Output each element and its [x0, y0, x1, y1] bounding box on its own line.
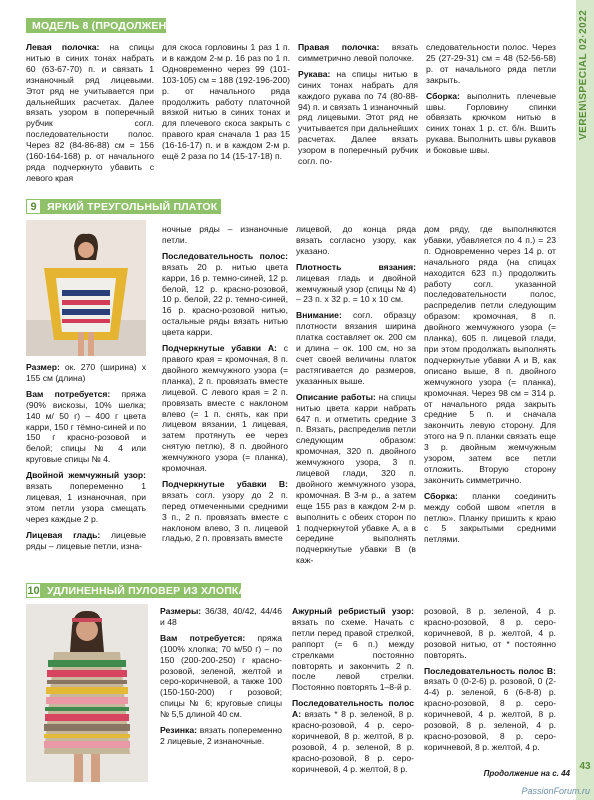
paragraph	[162, 343, 288, 474]
paragraph	[292, 606, 414, 693]
paragraph-heading: Левая полочка:	[26, 42, 100, 52]
paragraph-heading: Резинка:	[160, 725, 197, 736]
watermark: PassionForum.ru	[521, 786, 590, 796]
paragraph	[298, 42, 418, 64]
paragraph-heading: Последовательность полос:	[162, 250, 288, 261]
section-10-number: 10	[27, 584, 40, 597]
paragraph-text: вязать попеременно 1 лицевая, 1 изнаночная, при этом петли узора смещать через каждые 2 р.	[26, 481, 146, 524]
continued-note: Продолжение на с. 44	[483, 769, 570, 778]
section-8-col-3	[298, 42, 418, 172]
paragraph	[160, 606, 282, 628]
section-9-col-1	[26, 362, 146, 557]
paragraph	[296, 310, 416, 386]
shawl-model-image	[26, 220, 146, 356]
paragraph	[26, 362, 146, 384]
paragraph-heading: Двойной жемчужный узор:	[26, 470, 146, 481]
paragraph	[296, 224, 416, 257]
paragraph	[424, 224, 556, 486]
pullover-stripes	[44, 652, 130, 754]
paragraph-heading: Вам потребуется:	[26, 388, 111, 399]
paragraph-heading: Плотность вязания:	[296, 261, 416, 272]
section-8-header	[26, 18, 186, 33]
paragraph-heading: Рукава:	[298, 68, 331, 79]
paragraph-text: лицевая гладь и двойной жемчужный узор (спицы № 4) – 23 п. x 32 р. = 10 x 10 см.	[296, 272, 416, 305]
paragraph	[296, 392, 416, 567]
paragraph-text: согл. образцу плотности вязания ширина платка составляет ок. 200 см и длина – ок. 100 см, но за счет своей величины платок растягивается до размеров, указанных выше.	[296, 310, 416, 386]
paragraph-heading: Подчеркнутые убавки В:	[162, 478, 288, 489]
paragraph-text: ок. 270 (ширина) x 155 см (длина)	[26, 362, 146, 383]
section-8-col-2	[162, 42, 290, 167]
section-8-col-4	[426, 42, 556, 161]
paragraph-heading: Лицевая гладь:	[26, 529, 101, 540]
section-9-col-3	[296, 224, 416, 571]
paragraph-text: вязать симметрично левой полочке.	[298, 42, 418, 63]
section-9-col-2	[162, 224, 288, 549]
paragraph	[162, 224, 288, 246]
paragraph-text: дом ряду, где выполняются убавки, убавляется по 4 п.) = 23 п. Одновременно через 14 р. от начального ряда (на спицах находится 623 п.) продолжить работу согл. указанной последовательности полос, распределив петли следующим образом: кромочная, 8 п. двойного жемчужного узора (= планка), 605 п. лицевой глади, при этом продолжать выполнять подчеркнутые убавки А и В, как описано выше, 8 п. двойного жемчужного узора (= планка), кромочная. Через 98 см = 314 р. от начального ряда закрыть средние 5 п. и сначала закончить левую сторону. Для этого на 9 п. планки связать еще 3 р. двойным жемчужным узором, затем все петли отложить. Вторую сторону закончить симметрично.	[424, 224, 556, 485]
paragraph	[162, 251, 288, 338]
paragraph-heading: Описание работы:	[296, 391, 376, 402]
paragraph	[160, 633, 282, 720]
paragraph	[424, 491, 556, 546]
paragraph-text: розовой, 8 р. зеленой, 4 р. красно-розовой, 8 р. серо-коричневой, 8 р. желтой, 4 р. розовой нитью, от * постоянно повторять.	[424, 606, 556, 660]
paragraph-text: 36/38, 40/42, 44/46 и 48	[160, 606, 282, 627]
paragraph-heading: Размеры:	[160, 606, 202, 616]
paragraph-text: вязать 0 (0-2-6) р. розовой, 0 (2-4-4) р. зеленой, 6 (6-8-8) р. красно-розовой, 8 р. серо-коричневой, 4 р. желтой, 8 р. розовой, 8 р. зеленой, 4 р. красно-розовой, 8 р. серо-коричневой, 8 р. желтой, 4 р.	[424, 676, 556, 752]
paragraph-heading: Ажурный ребристый узор:	[292, 606, 414, 616]
pullover-photo	[26, 604, 148, 782]
paragraph-heading: Вам потребуется:	[160, 632, 246, 643]
section-9-col-4	[424, 224, 556, 550]
paragraph-heading: Подчеркнутые убавки А:	[162, 343, 277, 354]
pullover-model-image	[26, 604, 148, 782]
paragraph	[424, 606, 556, 661]
paragraph-text: следовательности полос. Через 25 (27-29-31) см = 48 (52-56-58) р. от начального ряда петли закрыть.	[426, 42, 556, 85]
paragraph-text: вязать по схеме. Начать с петли перед правой стрелкой, раппорт (= 6 п.) между стрелками постоянно повторять и закончить 2 п. после левой стрелки. Постоянно повторять 1–8-й р.	[292, 616, 414, 693]
paragraph-heading: Правая полочка:	[298, 42, 380, 52]
paragraph	[26, 389, 146, 465]
paragraph-text: лицевые ряды – лицевые петли, изна-	[26, 529, 146, 551]
paragraph	[298, 69, 418, 167]
paragraph-text: на спицы нитью в синих тонах набрать для каждого рукава по 74 (80-88-94) п. и связать 1 изнаночный ряд лицевыми. Этот ряд не учитывается при дальнейших расчетах. Далее вязать узором в поперечный рубчик согл. по-	[298, 68, 418, 167]
paragraph	[26, 42, 154, 184]
paragraph-text: на спицы нитью в синих тонах набрать 60 (63-67-70) п. и связать 1 изнаночный ряд лицевыми. Этот ряд не учитывается при дальнейших расчетах. Далее вязать узором в поперечный рубчик согл. последовательности полос. Через 82 (84-86-88) см = 156 (160-164-168) р. от начального ряда подчеркнуто убавить с левого края	[26, 42, 154, 183]
paragraph-text: выполнить плечевые швы. Горловину спинки обвязать крючком нитью в синих тонах 1 р. ст. б/н. Вшить рукава. Выполнить швы рукавов и боковые швы.	[426, 90, 556, 156]
page-number: 43	[579, 761, 591, 772]
section-8-title: МОДЕЛЬ 8 (ПРОДОЛЖЕНИЕ)	[32, 19, 186, 32]
section-8-col-2-text: для скоса горловины 1 раз 1 п. и в каждом 2-м р. 16 раз по 1 п. Одновременно через 99 (101-103-105) см = 188 (192-196-200) р. от начального ряда продолжить работу платочной вязкой нитью в синих тонах и для плечевого скоса закрыть с правого края сначала 1 раз 15 (16-16-17) п. и в каждом 2-м р. ещё 2 раза по 14 (15-17-18) п.	[162, 42, 290, 162]
paragraph-heading: Последовательность полос А:	[292, 698, 414, 720]
paragraph-heading: Внимание:	[296, 310, 342, 321]
paragraph-text: планки соединить между собой швом «петля в петлю». Планку пришить к краю с 5 закрытыми средними петлями.	[424, 490, 556, 545]
section-10-col-1	[160, 606, 282, 752]
section-9-number: 9	[26, 199, 41, 214]
paragraph	[292, 698, 414, 774]
section-10-col-3	[424, 606, 556, 758]
paragraph-text: пряжа (100% хлопка; 70 м/50 г) – по 150 (200-200-250) г красно-розовой, зеленой, желтой и серо-коричневой, а также 100 (150-150-200) г розовой; спицы № 6; круговые спицы № 5,5 длиной 40 см.	[160, 632, 283, 720]
paragraph-text: вязать * 8 р. зеленой, 8 р. красно-розовой, 4 р. серо-коричневой, 8 р. желтой, 8 р. розовой, 4 р. зеленой, 8 р. красно-розовой, 8 р. серо-коричневой, 4 р. желтой, 8 р.	[292, 709, 414, 774]
paragraph-text: вязать согл. узору до 2 п. перед отмеченными средними 3 п., 2 п. провязать вместе с наклоном влево, 3 п. лицевой гладью, 2 п. провязать вместе	[162, 489, 288, 544]
paragraph-heading: Последовательность полос В:	[424, 665, 556, 676]
paragraph-text: вязать попеременно 2 лицевые, 2 изнаночные.	[160, 725, 282, 746]
magazine-issue-label: VEREN\SPECIAL 02·2022	[578, 10, 589, 141]
paragraph	[160, 725, 282, 747]
paragraph	[296, 262, 416, 306]
paragraph-text: ночные ряды – изнаночные петли.	[162, 224, 288, 245]
paragraph	[426, 91, 556, 156]
paragraph-text: пряжа (90% вискозы, 10% шелка; 140 м/ 50 г) – 400 г цвета карри, 150 г тёмно-синей и по 150 г красно-розовой и белой; спицы № 4 или круговые спицы № 4.	[26, 388, 147, 465]
paragraph-text: с правого края = кромочная, 8 п. двойного жемчужного узора (= планка), 2 п. провязать вместе лицевой. С левого края = 2 п. провязать вместе с наклоном влево (= 1 п. снять, как при лицевом вязании, 1 лицевая, затем протянуть ее через снятую петлю), 8 п. двойного жемчужного узора (= планка), кромочная.	[162, 343, 288, 474]
section-10-header	[26, 583, 558, 598]
paragraph-text: вязать 20 р. нитью цвета карри, 16 р. темно-синей, 12 р. белой, 12 р. красно-розовой, 10 р. белой, 22 р. темно-синей, 16 р. красно-розовой нитью, остальные ряды вязать нитью цвета карри.	[162, 261, 288, 338]
paragraph-text: лицевой, до конца ряда вязать согласно узору, как указано.	[296, 224, 416, 256]
section-9-header	[26, 199, 558, 214]
paragraph-text: на спицы нитью цвета карри набрать 647 п. и отметить средние 3 п. Вязать, распределив петли следующим образом: кромочная, 320 п. двойного жемчужного узора, 3 п. лицевой глади, 320 п. двойного жемчужного узора, кромочная. В 3-м р., а затем еще 155 раз в каждом 2-м р. выполнить с обеих сторон по 1 подчеркнутой убавке А, а в середине выполнять подчеркнутые убавки В (в каж-	[296, 391, 416, 566]
section-8-col-1	[26, 42, 154, 189]
paragraph	[162, 479, 288, 544]
paragraph	[26, 530, 146, 552]
section-10-title: УДЛИНЕННЫЙ ПУЛОВЕР ИЗ ХЛОПКА	[47, 584, 247, 597]
shawl-photo	[26, 220, 146, 356]
section-10-col-2	[292, 606, 414, 780]
paragraph	[26, 470, 146, 525]
paragraph-heading: Сборка:	[426, 90, 460, 101]
paragraph-heading: Размер:	[26, 362, 60, 372]
paragraph-heading: Сборка:	[424, 490, 458, 501]
paragraph	[426, 42, 556, 86]
paragraph	[424, 666, 556, 753]
section-9-title: ЯРКИЙ ТРЕУГОЛЬНЫЙ ПЛАТОК	[47, 200, 218, 213]
